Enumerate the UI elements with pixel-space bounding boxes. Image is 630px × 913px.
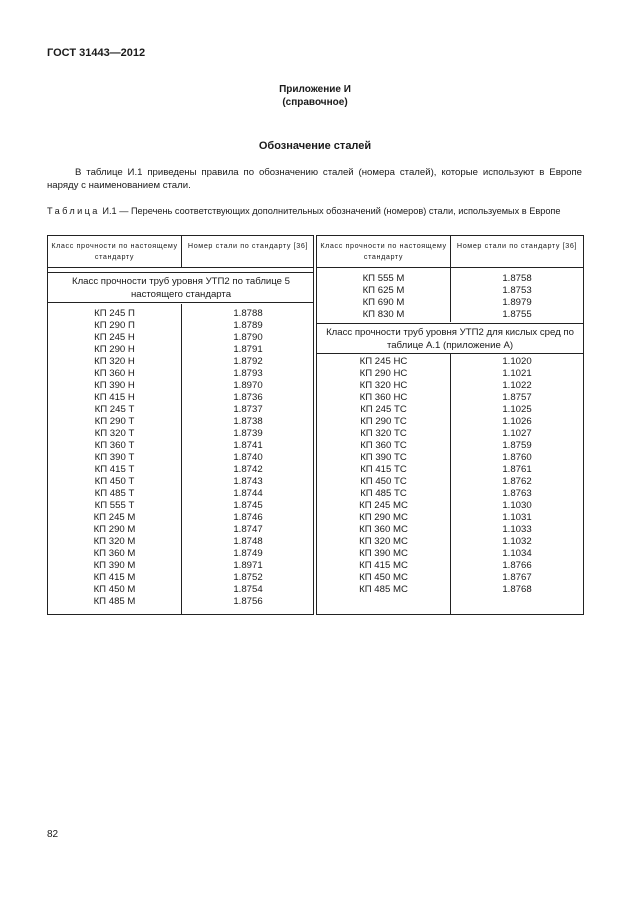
table-row: [317, 512, 583, 524]
table-caption: [47, 205, 582, 217]
strength-class-cell: КП 450 Т: [94, 476, 135, 487]
steel-number-cell: 1.8761: [502, 464, 532, 475]
strength-class-cell: КП 450 М: [93, 584, 136, 595]
table-row: [48, 356, 314, 368]
table-caption-prefix: Таблица: [47, 206, 100, 216]
table-row: [317, 452, 583, 464]
strength-class-cell: КП 290 М: [93, 524, 136, 535]
strength-class-cell: КП 360 НС: [359, 392, 408, 403]
strength-class-cell: КП 690 М: [362, 297, 405, 308]
strength-class-cell: КП 290 П: [94, 320, 135, 331]
table-row: [317, 524, 583, 536]
steel-number-cell: 1.1031: [502, 512, 532, 523]
table-row: [317, 488, 583, 500]
strength-class-cell: КП 415 Т: [94, 464, 135, 475]
strength-class-cell: КП 320 НС: [359, 380, 408, 391]
table-row: [48, 428, 314, 440]
strength-class-cell: КП 360 Н: [94, 368, 135, 379]
table-row: [48, 596, 314, 608]
steel-number-cell: 1.1027: [502, 428, 532, 439]
strength-class-cell: КП 320 МС: [359, 536, 408, 547]
steel-number-cell: 1.8741: [233, 440, 263, 451]
steel-number-cell: 1.8759: [502, 440, 532, 451]
steel-number-cell: 1.8753: [502, 285, 532, 296]
table-row: [48, 380, 314, 392]
table-row: [48, 332, 314, 344]
table-row: [48, 512, 314, 524]
steel-number-cell: 1.8793: [233, 368, 263, 379]
steel-number-cell: 1.1021: [502, 368, 532, 379]
strength-class-cell: КП 245 Т: [94, 404, 135, 415]
strength-class-cell: КП 485 Т: [94, 488, 135, 499]
strength-class-cell: КП 320 М: [93, 536, 136, 547]
table-row: [317, 572, 583, 584]
steel-number-cell: 1.8790: [233, 332, 263, 343]
table-row: [48, 392, 314, 404]
table-row: [317, 560, 583, 572]
strength-class-cell: КП 390 ТС: [360, 452, 407, 463]
strength-class-cell: КП 390 Т: [94, 452, 135, 463]
strength-class-cell: КП 290 Н: [94, 344, 135, 355]
table-row: [317, 476, 583, 488]
steel-number-cell: 1.8792: [233, 356, 263, 367]
table-row: [317, 380, 583, 392]
steel-number-cell: 1.8762: [502, 476, 532, 487]
strength-class-cell: КП 390 Н: [94, 380, 135, 391]
strength-class-cell: КП 360 М: [93, 548, 136, 559]
page-number: 82: [47, 829, 59, 840]
table-row: [317, 392, 583, 404]
steel-number-cell: 1.8768: [502, 584, 532, 595]
steel-number-cell: 1.8746: [233, 512, 263, 523]
strength-class-cell: КП 830 М: [362, 309, 405, 320]
strength-class-cell: КП 390 МС: [359, 548, 408, 559]
table-row: [48, 500, 314, 512]
table-row: [48, 476, 314, 488]
table-row: [48, 524, 314, 536]
group-title-left: Класс прочности труб уровня УТП2 по таблице 5 настоящего стандарта: [48, 272, 314, 303]
table-row: [48, 452, 314, 464]
steel-number-cell: 1.8763: [502, 488, 532, 499]
table-row: [317, 464, 583, 476]
steel-number-cell: 1.8789: [233, 320, 263, 331]
steel-number-cell: 1.8767: [502, 572, 532, 583]
steel-number-cell: 1.8744: [233, 488, 263, 499]
table-left-half: [47, 235, 314, 615]
header-number-column: Номер стали по стандарту [36]: [187, 241, 309, 250]
steel-number-cell: 1.8740: [233, 452, 263, 463]
steel-number-cell: 1.1025: [502, 404, 532, 415]
strength-class-cell: КП 450 МС: [359, 572, 408, 583]
steel-number-cell: 1.8979: [502, 297, 532, 308]
strength-class-cell: КП 360 МС: [359, 524, 408, 535]
strength-class-cell: КП 290 НС: [359, 368, 408, 379]
table-row: [317, 273, 583, 285]
steel-number-cell: 1.8739: [233, 428, 263, 439]
steel-number-cell: 1.8749: [233, 548, 263, 559]
rows-right-top: [317, 273, 583, 321]
steel-number-cell: 1.8748: [233, 536, 263, 547]
steel-number-cell: 1.1020: [502, 356, 532, 367]
strength-class-cell: КП 485 МС: [359, 584, 408, 595]
table-row: [317, 584, 583, 596]
table-row: [48, 344, 314, 356]
strength-class-cell: КП 555 Т: [94, 500, 135, 511]
rows-right: [317, 356, 583, 596]
strength-class-cell: КП 290 ТС: [360, 416, 407, 427]
strength-class-cell: КП 290 МС: [359, 512, 408, 523]
strength-class-cell: КП 290 Т: [94, 416, 135, 427]
strength-class-cell: КП 245 МС: [359, 500, 408, 511]
steel-number-cell: 1.8736: [233, 392, 263, 403]
table-row: [48, 584, 314, 596]
steel-number-cell: 1.8756: [233, 596, 263, 607]
steel-number-cell: 1.8755: [502, 309, 532, 320]
header-grade-column: Класс прочности по настоящему стандарту: [320, 241, 447, 261]
strength-class-cell: КП 450 ТС: [360, 476, 407, 487]
strength-class-cell: КП 390 М: [93, 560, 136, 571]
table-row: [317, 285, 583, 297]
steel-number-cell: 1.8766: [502, 560, 532, 571]
table-row: [48, 440, 314, 452]
strength-class-cell: КП 625 М: [362, 285, 405, 296]
header-number-column: Номер стали по стандарту [36]: [456, 241, 578, 250]
strength-class-cell: КП 320 Т: [94, 428, 135, 439]
steel-number-cell: 1.8745: [233, 500, 263, 511]
section-title: Обозначение сталей: [258, 140, 372, 152]
table-row: [317, 368, 583, 380]
steel-number-cell: 1.8757: [502, 392, 532, 403]
table-row: [317, 428, 583, 440]
steel-number-cell: 1.8737: [233, 404, 263, 415]
strength-class-cell: КП 415 М: [93, 572, 136, 583]
table-row: [48, 308, 314, 320]
column-divider: [181, 236, 182, 267]
table-row: [48, 416, 314, 428]
strength-class-cell: КП 360 Т: [94, 440, 135, 451]
table-row: [317, 536, 583, 548]
strength-class-cell: КП 485 М: [93, 596, 136, 607]
table-row: [48, 548, 314, 560]
steel-number-cell: 1.8747: [233, 524, 263, 535]
table-row: [317, 309, 583, 321]
steel-number-cell: 1.8754: [233, 584, 263, 595]
strength-class-cell: КП 415 ТС: [360, 464, 407, 475]
strength-class-cell: КП 245 П: [94, 308, 135, 319]
steel-number-cell: 1.8752: [233, 572, 263, 583]
steel-number-cell: 1.1032: [502, 536, 532, 547]
table-row: [48, 572, 314, 584]
rows-left: [48, 308, 314, 608]
steel-number-cell: 1.1033: [502, 524, 532, 535]
strength-class-cell: КП 245 ТС: [360, 404, 407, 415]
strength-class-cell: КП 415 МС: [359, 560, 408, 571]
table-row: [317, 404, 583, 416]
steel-number-cell: 1.1022: [502, 380, 532, 391]
strength-class-cell: КП 320 Н: [94, 356, 135, 367]
table-center-divider: [313, 235, 314, 615]
table-row: [48, 404, 314, 416]
steel-number-cell: 1.8742: [233, 464, 263, 475]
steel-number-cell: 1.8760: [502, 452, 532, 463]
steel-number-cell: 1.1026: [502, 416, 532, 427]
table-caption-text: И.1 — Перечень соответствующих дополнительных обозначений (номеров) стали, используемых в Европе: [99, 206, 561, 216]
group-title-right: Класс прочности труб уровня УТП2 для кислых сред по таблице А.1 (приложение А): [317, 323, 583, 354]
appendix-note: (справочное): [282, 97, 348, 108]
steel-number-cell: 1.8738: [233, 416, 263, 427]
header-grade-column: Класс прочности по настоящему стандарту: [51, 241, 178, 261]
strength-class-cell: КП 485 ТС: [360, 488, 407, 499]
strength-class-cell: КП 360 ТС: [360, 440, 407, 451]
table-row: [317, 440, 583, 452]
table-row: [48, 488, 314, 500]
table-row: [317, 416, 583, 428]
table-row: [317, 548, 583, 560]
table-row: [48, 464, 314, 476]
steel-number-cell: 1.8743: [233, 476, 263, 487]
intro-paragraph: В таблице И.1 приведены правила по обозначению сталей (номера сталей), которые используют в Европе наряду с наименованием стали.: [47, 167, 582, 191]
strength-class-cell: КП 320 ТС: [360, 428, 407, 439]
strength-class-cell: КП 245 НС: [359, 356, 408, 367]
steel-number-cell: 1.1034: [502, 548, 532, 559]
steel-number-cell: 1.8788: [233, 308, 263, 319]
steel-number-cell: 1.8791: [233, 344, 263, 355]
table-row: [317, 356, 583, 368]
steel-number-cell: 1.8970: [233, 380, 263, 391]
strength-class-cell: КП 245 М: [93, 512, 136, 523]
table-row: [317, 297, 583, 309]
strength-class-cell: КП 245 Н: [94, 332, 135, 343]
table-row: [48, 320, 314, 332]
steel-number-cell: 1.8971: [233, 560, 263, 571]
steel-number-cell: 1.8758: [502, 273, 532, 284]
appendix-title: Приложение И: [279, 84, 351, 95]
table-row: [317, 500, 583, 512]
strength-class-cell: КП 415 Н: [94, 392, 135, 403]
table-row: [48, 560, 314, 572]
table-row: [48, 536, 314, 548]
table-right-half: [316, 235, 584, 615]
steel-number-cell: 1.1030: [502, 500, 532, 511]
document-code: ГОСТ 31443—2012: [47, 47, 146, 59]
table-row: [48, 368, 314, 380]
strength-class-cell: КП 555 М: [362, 273, 405, 284]
